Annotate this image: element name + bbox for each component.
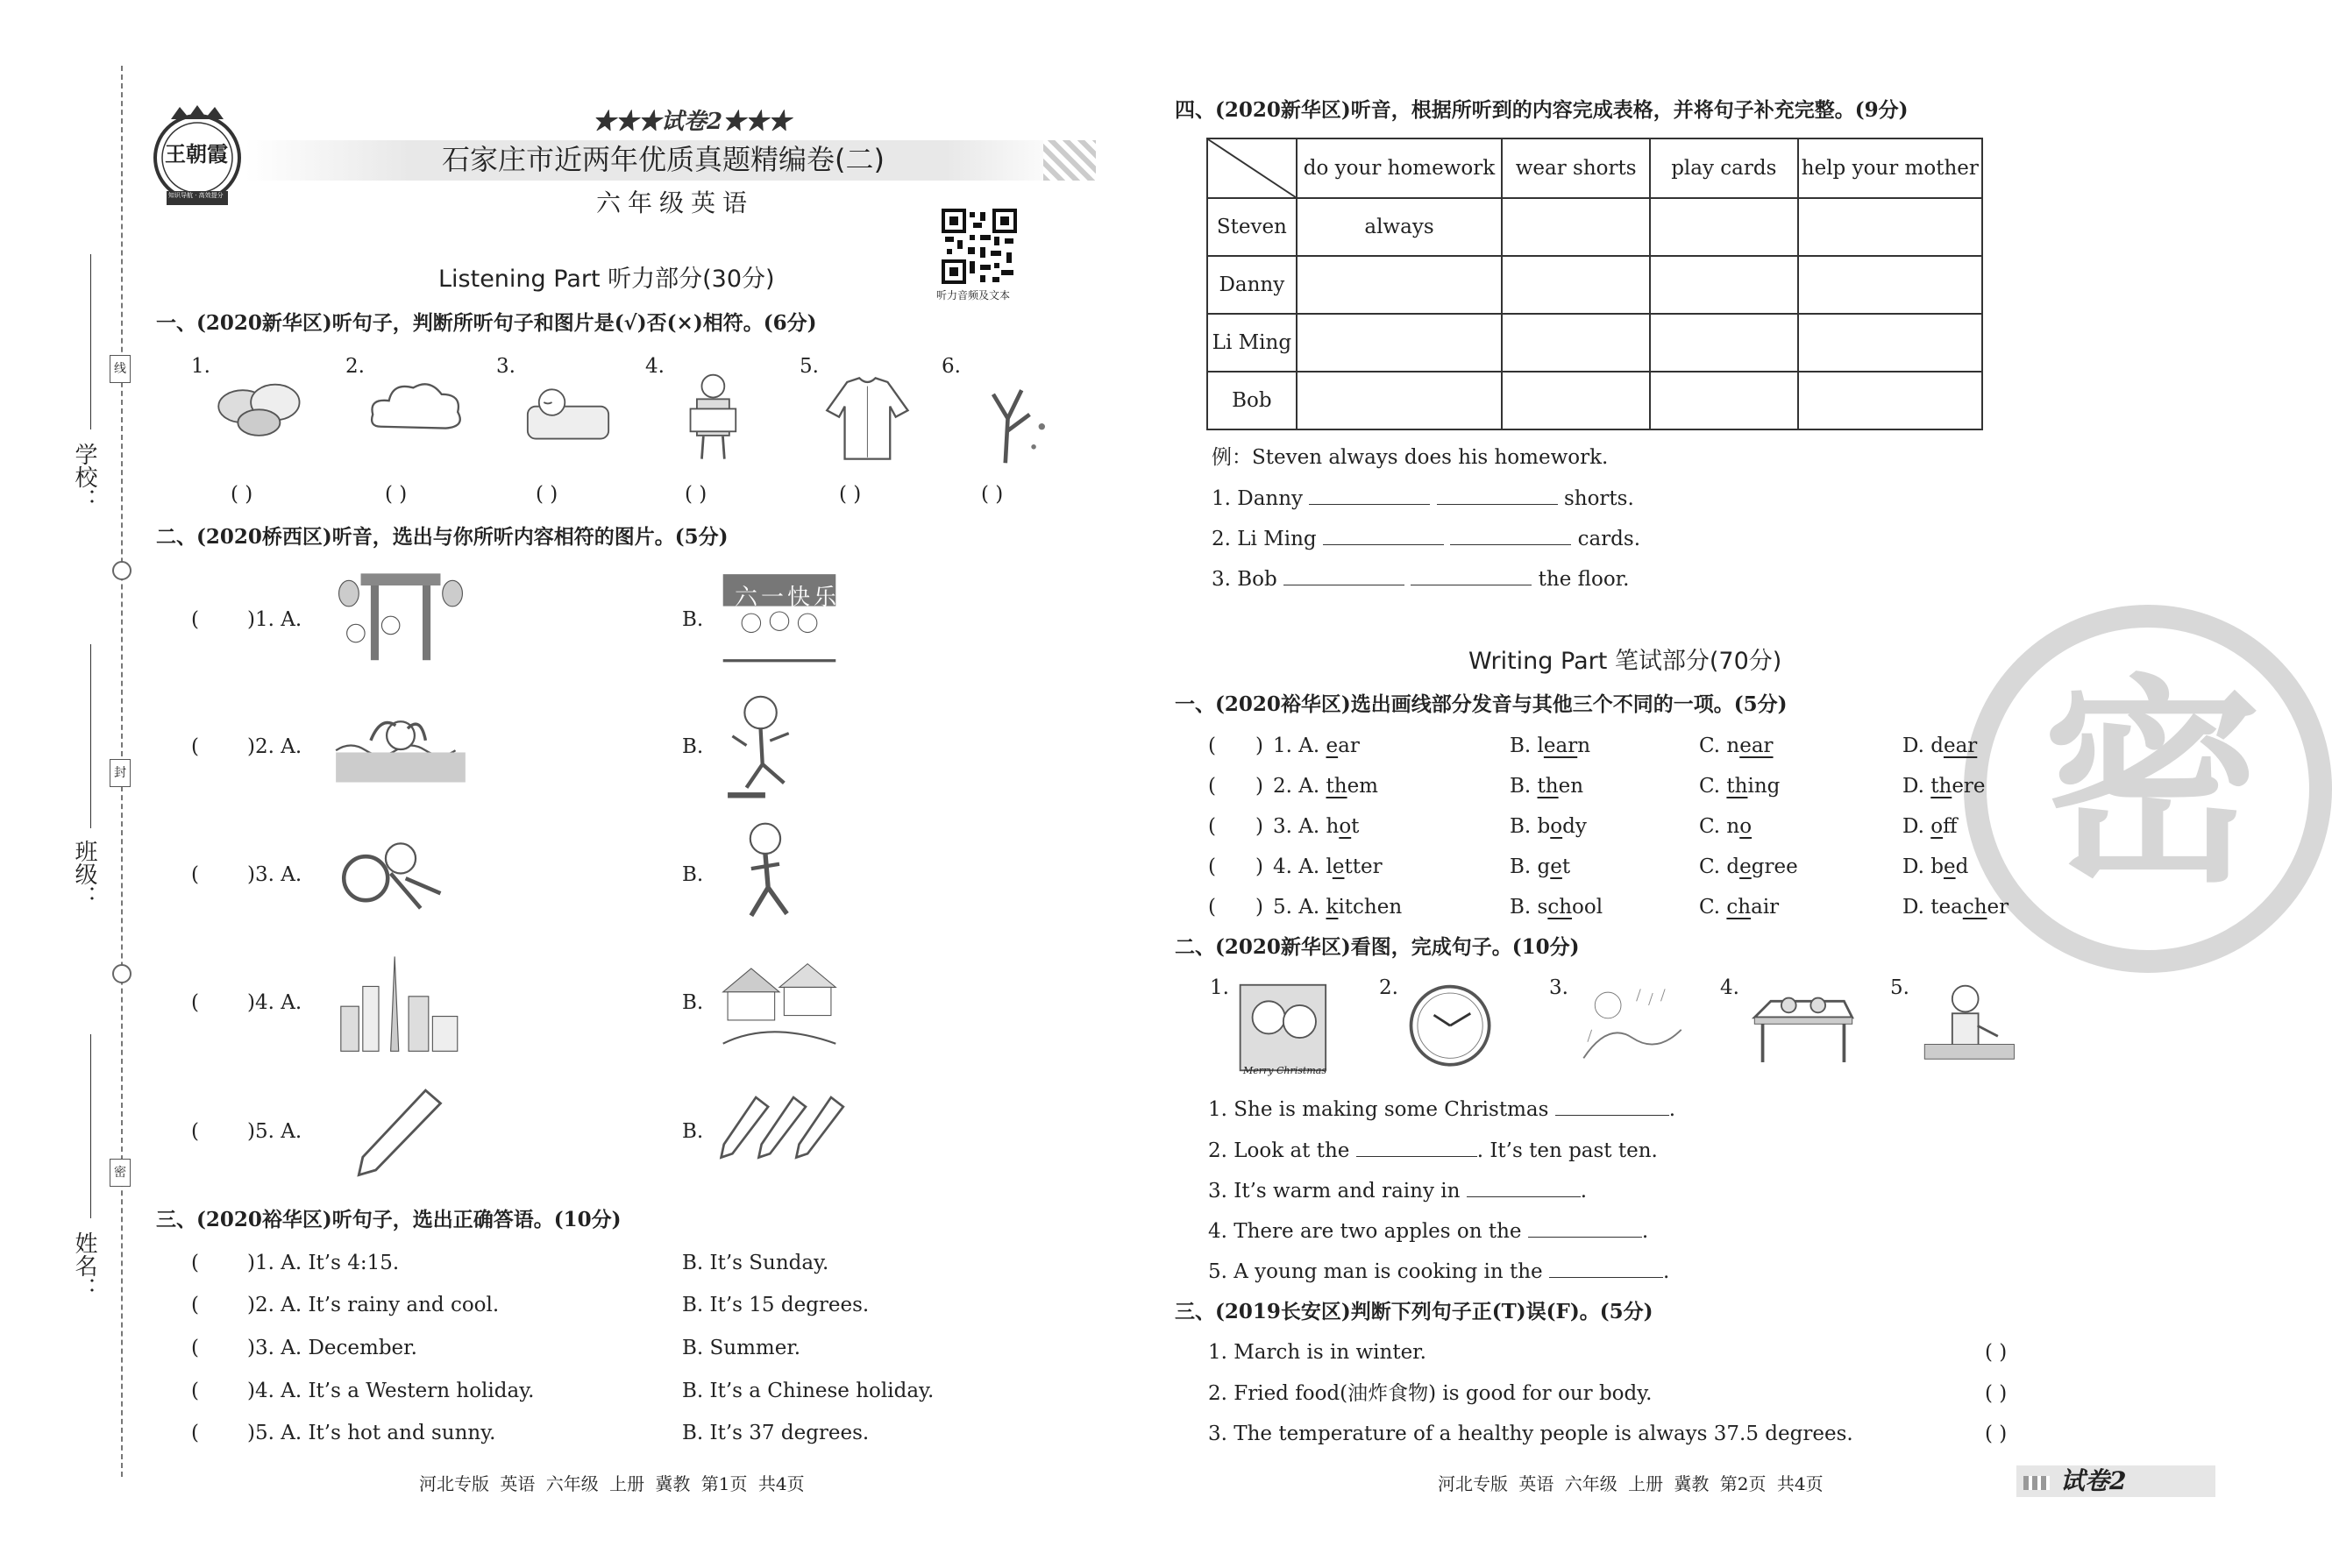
picture-skating xyxy=(714,691,845,800)
picture-clock xyxy=(1405,977,1519,1078)
answer-paren[interactable]: ( ) xyxy=(536,483,558,506)
option-b: B. Summer. xyxy=(682,1337,801,1359)
picture-three-pencils xyxy=(714,1075,845,1185)
phonics-option: 5. A. kitchen xyxy=(1273,896,1403,919)
statement: 1. March is in winter. xyxy=(1208,1341,1426,1364)
option-label: B. xyxy=(682,863,704,886)
answer-paren[interactable]: ( xyxy=(1208,734,1216,757)
option-label: )2. A. xyxy=(247,735,302,758)
underlined-letters: ch xyxy=(1962,896,1987,919)
picture-one-pencil xyxy=(323,1075,479,1185)
answer-paren[interactable]: ( ) xyxy=(839,483,862,506)
item-number: 3. xyxy=(1549,976,1568,999)
option-a: )5. A. It’s hot and sunny. xyxy=(247,1422,496,1444)
answer-paren[interactable]: ( ) xyxy=(1985,1423,2008,1445)
table-cell[interactable] xyxy=(1297,314,1503,372)
item-number: 6. xyxy=(942,355,961,378)
picture-city xyxy=(323,947,479,1056)
table-cell[interactable] xyxy=(1798,314,1982,372)
fill-sentence: 5. A young man is cooking in the . xyxy=(1208,1260,1670,1283)
answer-paren[interactable]: ( ) xyxy=(685,483,707,506)
table-cell[interactable] xyxy=(1502,372,1650,429)
underlined-letters: th xyxy=(1726,775,1748,798)
underlined-letters: e xyxy=(1739,855,1752,878)
sentence-text: 3. Bob xyxy=(1212,568,1284,591)
table-cell[interactable] xyxy=(1650,314,1798,372)
sentence-text: the floor. xyxy=(1532,568,1630,591)
answer-paren[interactable]: ( ) xyxy=(1985,1341,2008,1364)
phonics-option: D. off xyxy=(1902,815,1958,838)
answer-blank[interactable] xyxy=(1450,529,1571,545)
phonics-option: B. learn xyxy=(1510,734,1591,757)
table-row-header: Bob xyxy=(1207,372,1297,429)
table-cell[interactable] xyxy=(1502,198,1650,256)
answer-paren[interactable]: ( ) xyxy=(385,483,408,506)
phonics-option: D. teacher xyxy=(1902,896,2009,919)
answer-paren[interactable]: ) xyxy=(1255,815,1263,838)
sentence-text: 1. Danny xyxy=(1212,487,1310,510)
fill-sentence: 1. She is making some Christmas . xyxy=(1208,1098,1676,1121)
picture-running xyxy=(714,819,845,928)
phonics-option: C. near xyxy=(1699,734,1774,757)
option-label: B. xyxy=(682,608,704,631)
seal-line-mark: 线 xyxy=(110,355,131,383)
picture-village xyxy=(714,947,845,1056)
card-text: Merry Christmas xyxy=(1243,1065,1326,1076)
answer-paren[interactable]: ( xyxy=(191,991,199,1014)
answer-paren[interactable]: ( xyxy=(191,1422,199,1444)
answer-blank[interactable] xyxy=(1467,1181,1581,1197)
listening-s1-heading: 一、(2020新华区)听句子，判断所听句子和图片是(√)否(×)相符。(6分) xyxy=(156,311,817,335)
answer-paren[interactable]: ( xyxy=(191,1120,199,1143)
picture-christmas-cards xyxy=(1236,977,1350,1078)
table-cell[interactable] xyxy=(1650,198,1798,256)
answer-blank[interactable] xyxy=(1356,1140,1477,1157)
option-label: B. xyxy=(682,991,704,1014)
underlined-letters: ch xyxy=(1726,896,1752,919)
answer-paren[interactable]: ( ) xyxy=(981,483,1004,506)
phonics-option: D. bed xyxy=(1902,855,1969,878)
table-col-header: do your homework xyxy=(1297,138,1503,198)
picture-swimming xyxy=(323,691,479,800)
option-label: )4. A. xyxy=(247,991,302,1014)
sentence-text: cards. xyxy=(1571,528,1641,550)
answer-paren[interactable]: ) xyxy=(1255,734,1263,757)
picture-cloud xyxy=(365,368,470,469)
underlined-letters: e xyxy=(1943,855,1956,878)
fill-sentence xyxy=(1212,488,1634,509)
footer-tag: 试卷2 xyxy=(2060,1466,2127,1495)
answer-paren[interactable]: ( xyxy=(191,1380,199,1402)
name-label: 姓名： xyxy=(71,1231,97,1300)
picture-children-s-day xyxy=(714,564,845,673)
answer-paren[interactable]: ( xyxy=(1208,815,1216,838)
page-subtitle: 六年级英语 xyxy=(596,188,755,217)
table-cell[interactable] xyxy=(1650,372,1798,429)
item-number: 2. xyxy=(345,355,365,378)
underlined-letters: o xyxy=(1550,815,1563,838)
answer-paren[interactable]: ( xyxy=(191,863,199,886)
brand-name: 王朝霞 xyxy=(165,142,228,167)
option-b: B. It’s a Chinese holiday. xyxy=(682,1380,935,1402)
picture-rainy-spring xyxy=(1575,977,1689,1078)
paper-tag: ★★★试卷2★★★ xyxy=(593,109,792,135)
picture-sleeping xyxy=(515,368,621,469)
seal-feng-mark: 封 xyxy=(110,759,131,787)
phonics-option: B. body xyxy=(1510,815,1587,838)
phonics-option: 2. A. them xyxy=(1273,775,1378,798)
table-cell[interactable] xyxy=(1650,256,1798,314)
answer-paren[interactable]: ( xyxy=(191,1337,199,1359)
picture-table-with-apples xyxy=(1746,977,1860,1078)
answer-blank[interactable] xyxy=(1411,569,1532,585)
answer-paren[interactable]: ( xyxy=(1208,775,1216,798)
answer-paren[interactable]: ( xyxy=(191,608,199,631)
footer-left: 河北专版 英语 六年级 上册 冀教 第1页 共4页 xyxy=(419,1473,805,1494)
footer-right: 河北专版 英语 六年级 上册 冀教 第2页 共4页 xyxy=(1438,1473,1824,1494)
underlined-letters: k xyxy=(1326,896,1339,919)
option-a: )4. A. It’s a Western holiday. xyxy=(247,1380,535,1402)
table-cell[interactable] xyxy=(1502,256,1650,314)
item-number: 5. xyxy=(800,355,819,378)
underlined-letters: ear xyxy=(1543,734,1578,757)
table-cell[interactable] xyxy=(1798,256,1982,314)
phonics-option: 1. A. ear xyxy=(1273,734,1360,757)
writing-title: Writing Part 笔试部分(70分) xyxy=(1468,648,1782,675)
phonics-option: B. then xyxy=(1510,775,1584,798)
binding-hole-1 xyxy=(112,561,132,580)
answer-blank[interactable] xyxy=(1323,529,1444,545)
picture-potatoes xyxy=(210,368,316,469)
table-cell: always xyxy=(1297,198,1503,256)
class-field[interactable] xyxy=(90,644,91,828)
brand-sub: 知识导航 · 高效提分 xyxy=(168,192,224,199)
underlined-letters: o xyxy=(1739,815,1753,838)
answer-blank[interactable] xyxy=(1437,488,1558,505)
table-cell[interactable] xyxy=(1297,372,1503,429)
sentence-text: shorts. xyxy=(1557,487,1634,510)
underlined-letters: e xyxy=(1332,855,1345,878)
underlined-letters: o xyxy=(1930,815,1944,838)
answer-blank[interactable] xyxy=(1549,1261,1663,1278)
answer-blank[interactable] xyxy=(1555,1099,1669,1116)
picture-boy-cooking xyxy=(1916,977,2030,1078)
table-cell[interactable] xyxy=(1502,314,1650,372)
table-col-header: help your mother xyxy=(1798,138,1982,198)
option-a: )1. A. It’s 4:15. xyxy=(247,1252,400,1274)
class-label: 班级： xyxy=(71,840,97,908)
fill-sentence xyxy=(1212,529,1640,550)
item-number: 1. xyxy=(1210,976,1229,999)
phonics-option: B. school xyxy=(1510,896,1603,919)
phonics-option: C. no xyxy=(1699,815,1753,838)
underlined-letters: ear xyxy=(1943,734,1978,757)
phonics-option: C. degree xyxy=(1699,855,1798,878)
fill-sentence: 2. Look at the . It’s ten past ten. xyxy=(1208,1139,1658,1162)
statement: 3. The temperature of a healthy people is always 37.5 degrees. xyxy=(1208,1423,1853,1445)
option-label: )3. A. xyxy=(247,863,302,886)
option-b: B. It’s Sunday. xyxy=(682,1252,829,1274)
picture-shirt xyxy=(819,368,924,469)
writing-w2-heading: 二、(2020新华区)看图，完成句子。(10分) xyxy=(1175,935,1580,959)
item-number: 4. xyxy=(1720,976,1739,999)
phonics-option: D. there xyxy=(1902,775,1986,798)
fill-sentence: 4. There are two apples on the . xyxy=(1208,1220,1649,1243)
fill-sentence xyxy=(1212,569,1629,590)
header-ribbon-pattern xyxy=(1043,140,1096,181)
answer-paren[interactable]: ( ) xyxy=(1985,1382,2008,1405)
phonics-option: B. get xyxy=(1510,855,1571,878)
statement: 2. Fried food(油炸食物) is good for our body. xyxy=(1208,1382,1653,1405)
option-label: B. xyxy=(682,735,704,758)
answer-paren[interactable]: ) xyxy=(1255,855,1263,878)
item-number: 5. xyxy=(1890,976,1909,999)
watermark-char: 密 xyxy=(2043,656,2262,912)
answer-paren[interactable]: ( xyxy=(1208,896,1216,919)
table-col-header: wear shorts xyxy=(1502,138,1650,198)
underlined-letters: e xyxy=(1326,734,1339,757)
item-number: 3. xyxy=(496,355,515,378)
option-a: )3. A. December. xyxy=(247,1337,417,1359)
listening-title: Listening Part 听力部分(30分) xyxy=(438,266,775,293)
answer-paren[interactable]: ( xyxy=(1208,855,1216,878)
homework-table xyxy=(1206,138,1983,430)
footer-tag-squares xyxy=(2023,1476,2050,1490)
option-a: )2. A. It’s rainy and cool. xyxy=(247,1294,500,1316)
phonics-option: C. chair xyxy=(1699,896,1780,919)
school-label: 学校： xyxy=(71,443,97,511)
listening-s4-heading: 四、(2020新华区)听音，根据所听到的内容完成表格，并将句子补充完整。(9分) xyxy=(1175,98,1909,122)
binding-hole-2 xyxy=(112,964,132,983)
qr-code[interactable] xyxy=(942,209,1017,284)
answer-blank[interactable] xyxy=(1283,569,1404,585)
answer-paren[interactable]: ( xyxy=(191,1294,199,1316)
item-number: 2. xyxy=(1379,976,1398,999)
writing-w3-heading: 三、(2019长安区)判断下列句子正(T)误(F)。(5分) xyxy=(1175,1300,1653,1323)
phonics-option: D. dear xyxy=(1902,734,1978,757)
underlined-letters: o xyxy=(1339,815,1352,838)
s4-example: 例：Steven always does his homework. xyxy=(1212,446,1609,469)
underlined-letters: ch xyxy=(1547,896,1573,919)
sentence-text: 2. Li Ming xyxy=(1212,528,1323,550)
phonics-option: C. thing xyxy=(1699,775,1781,798)
seal-mi-mark: 密 xyxy=(110,1159,131,1187)
table-corner xyxy=(1207,138,1297,198)
answer-paren[interactable]: ( xyxy=(191,735,199,758)
answer-blank[interactable] xyxy=(1309,488,1430,505)
phonics-option: 3. A. hot xyxy=(1273,815,1360,838)
school-field[interactable] xyxy=(90,254,91,429)
table-col-header: play cards xyxy=(1650,138,1798,198)
picture-spring-festival xyxy=(323,564,479,673)
item-number: 4. xyxy=(645,355,665,378)
picture-tree xyxy=(961,368,1066,469)
underlined-letters: th xyxy=(1537,775,1559,798)
item-number: 1. xyxy=(191,355,210,378)
underlined-letters: th xyxy=(1326,775,1347,798)
table-cell[interactable] xyxy=(1297,256,1503,314)
table-cell[interactable] xyxy=(1798,198,1982,256)
name-field[interactable] xyxy=(90,1034,91,1218)
fill-sentence: 3. It’s warm and rainy in . xyxy=(1208,1180,1588,1203)
table-row-header: Li Ming xyxy=(1207,314,1297,372)
page-title: 石家庄市近两年优质真题精编卷(二) xyxy=(442,143,885,176)
listening-s3-heading: 三、(2020裕华区)听句子，选出正确答语。(10分) xyxy=(156,1208,622,1231)
answer-paren[interactable]: ) xyxy=(1255,896,1263,919)
answer-paren[interactable]: ( xyxy=(191,1252,199,1274)
writing-w1-heading: 一、(2020裕华区)选出画线部分发音与其他三个不同的一项。(5分) xyxy=(1175,692,1788,716)
answer-paren[interactable]: ) xyxy=(1255,775,1263,798)
option-b: B. It’s 37 degrees. xyxy=(682,1422,870,1444)
listening-s2-heading: 二、(2020桥西区)听音，选出与你所听内容相符的图片。(5分) xyxy=(156,525,729,549)
underlined-letters: th xyxy=(1930,775,1952,798)
underlined-letters: ear xyxy=(1739,734,1774,757)
banner-text: 六一快乐 xyxy=(735,585,841,611)
option-b: B. It’s 15 degrees. xyxy=(682,1294,870,1316)
table-row-header: Steven xyxy=(1207,198,1297,256)
option-label: )1. A. xyxy=(247,608,302,631)
table-row-header: Danny xyxy=(1207,256,1297,314)
underlined-letters: e xyxy=(1550,855,1562,878)
answer-paren[interactable]: ( ) xyxy=(231,483,253,506)
option-label: )5. A. xyxy=(247,1120,302,1143)
picture-fall-off-bike xyxy=(323,819,479,928)
option-label: B. xyxy=(682,1120,704,1143)
answer-blank[interactable] xyxy=(1528,1221,1642,1238)
phonics-option: 4. A. letter xyxy=(1273,855,1383,878)
picture-man-reading xyxy=(665,368,770,469)
qr-caption: 听力音频及文本 xyxy=(936,289,1011,302)
table-cell[interactable] xyxy=(1798,372,1982,429)
